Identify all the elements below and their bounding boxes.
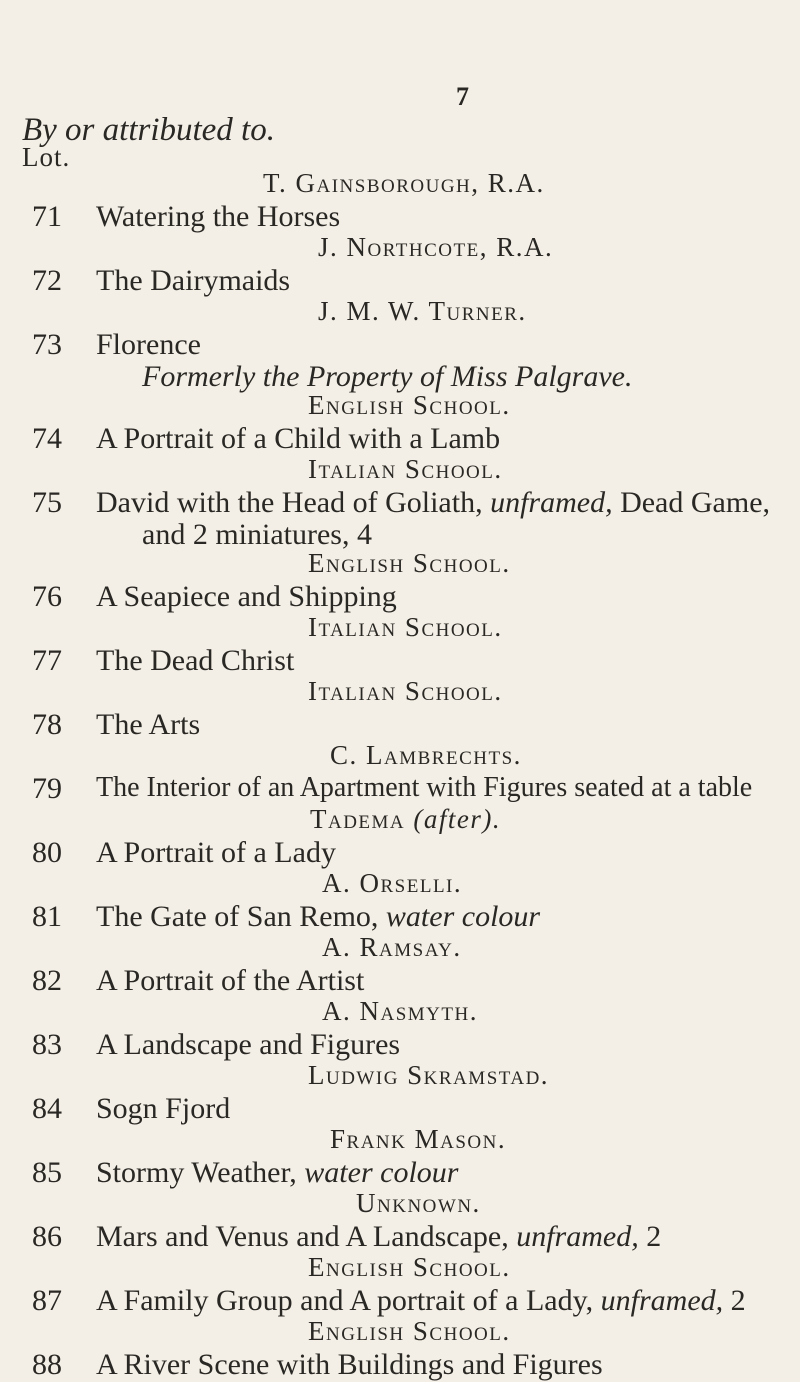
artist-name: T. Gainsborough, R.A. (263, 168, 545, 198)
artist-name: Frank Mason. (330, 1124, 507, 1154)
lot-number: 71 (32, 200, 62, 233)
lot-number: 76 (32, 580, 62, 613)
lot-number: 86 (32, 1220, 62, 1253)
artist-name: Ludwig Skramstad. (308, 1060, 550, 1090)
lot-title: The Gate of San Remo, water colour (96, 900, 541, 933)
lot-title: The Dairymaids (96, 264, 291, 297)
artist-name: English School. (308, 1316, 511, 1346)
artist-name: Italian School. (308, 676, 503, 706)
lot-title: A Family Group and A portrait of a Lady, unframed, 2 (96, 1284, 746, 1317)
artist-name: Tadema (after). (310, 804, 502, 834)
lot-number: 74 (32, 422, 62, 455)
lot-title: A Portrait of a Child with a Lamb (96, 422, 501, 455)
lot-column-label: Lot. (22, 142, 71, 172)
lot-title: A River Scene with Buildings and Figures (96, 1348, 603, 1381)
lot-number: 85 (32, 1156, 62, 1189)
artist-name: J. M. W. Turner. (318, 296, 527, 326)
lot-title: David with the Head of Goliath, unframed, Dead Game, (96, 486, 771, 519)
page-number: 7 (456, 82, 469, 111)
lot-number: 88 (32, 1348, 62, 1381)
lot-provenance: Formerly the Property of Miss Palgrave. (142, 360, 633, 393)
artist-name: J. Northcote, R.A. (318, 232, 554, 262)
lot-title: The Dead Christ (96, 644, 295, 677)
artist-name: C. Lambrechts. (330, 740, 522, 770)
artist-name: Unknown. (356, 1188, 481, 1218)
lot-number: 87 (32, 1284, 62, 1317)
lot-title: Watering the Horses (96, 200, 341, 233)
lot-number: 75 (32, 486, 62, 519)
lot-number: 77 (32, 644, 62, 677)
lot-number: 81 (32, 900, 62, 933)
artist-name: A. Nasmyth. (322, 996, 478, 1026)
lot-number: 73 (32, 328, 62, 361)
artist-name: A. Orselli. (322, 868, 463, 898)
lot-title: Stormy Weather, water colour (96, 1156, 459, 1189)
lot-number: 80 (32, 836, 62, 869)
lot-title: A Landscape and Figures (96, 1028, 401, 1061)
lot-number: 79 (32, 772, 62, 805)
lot-title: A Portrait of the Artist (96, 964, 365, 997)
lot-number: 84 (32, 1092, 62, 1125)
lot-title: The Arts (96, 708, 201, 741)
lot-title: A Seapiece and Shipping (96, 580, 397, 613)
lot-title: A Portrait of a Lady (96, 836, 336, 869)
artist-name: English School. (308, 390, 511, 420)
lot-number: 82 (32, 964, 62, 997)
artist-name: Italian School. (308, 612, 503, 642)
artist-name: English School. (308, 548, 511, 578)
lot-number: 72 (32, 264, 62, 297)
lot-number: 78 (32, 708, 62, 741)
lot-title-continuation: and 2 miniatures, 4 (142, 518, 372, 551)
artist-name: English School. (308, 1252, 511, 1282)
lot-title: Sogn Fjord (96, 1092, 231, 1125)
artist-name: Italian School. (308, 454, 503, 484)
lot-title: The Interior of an Apartment with Figures seated at a table (96, 772, 753, 803)
lot-title: Mars and Venus and A Landscape, unframed, 2 (96, 1220, 662, 1253)
page-header: By or attributed to. (22, 112, 275, 148)
lot-title: Florence (96, 328, 201, 361)
lot-number: 83 (32, 1028, 62, 1061)
artist-name: A. Ramsay. (322, 932, 462, 962)
